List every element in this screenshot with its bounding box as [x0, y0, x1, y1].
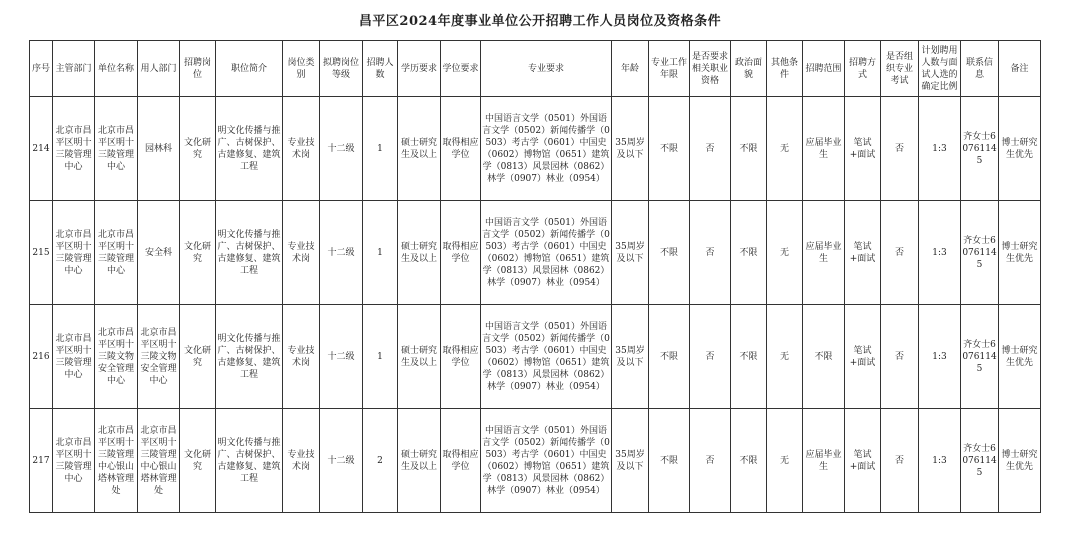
header-cell: 学历要求 [398, 41, 441, 97]
table-cell: 十二级 [320, 97, 363, 201]
table-cell: 明文化传播与推广、古树保护、古建修复、建筑工程 [216, 305, 283, 409]
header-cell: 序号 [30, 41, 53, 97]
table-cell: 不限 [649, 305, 690, 409]
table-cell: 否 [881, 409, 919, 513]
header-cell: 拟聘岗位等级 [320, 41, 363, 97]
table-cell: 齐女士60761145 [961, 97, 999, 201]
table-cell: 否 [690, 201, 731, 305]
header-cell: 联系信息 [961, 41, 999, 97]
header-cell: 专业要求 [481, 41, 612, 97]
header-cell: 备注 [999, 41, 1041, 97]
table-cell: 中国语言文学（0501）外国语言文学（0502）新闻传播学（0503）考古学（0601）中国史（0602）博物馆（0651）建筑学（0813）风景园林（0862）林学（0907）林业（0954） [481, 305, 612, 409]
table-cell: 十二级 [320, 409, 363, 513]
table-cell: 明文化传播与推广、古树保护、古建修复、建筑工程 [216, 409, 283, 513]
table-row [30, 97, 1041, 201]
table-cell: 博士研究生优先 [999, 305, 1041, 409]
table-cell: 1 [363, 201, 398, 305]
table-cell: 北京市昌平区明十三陵管理中心 [95, 201, 138, 305]
table-cell: 专业技术岗 [283, 201, 320, 305]
table-cell: 无 [767, 409, 803, 513]
table-cell: 笔试+面试 [845, 97, 881, 201]
table-cell: 博士研究生优先 [999, 409, 1041, 513]
table-cell: 应届毕业生 [803, 409, 845, 513]
table-cell: 中国语言文学（0501）外国语言文学（0502）新闻传播学（0503）考古学（0601）中国史（0602）博物馆（0651）建筑学（0813）风景园林（0862）林学（0907）林业（0954） [481, 409, 612, 513]
table-cell: 齐女士60761145 [961, 201, 999, 305]
table-cell: 硕士研究生及以上 [398, 201, 441, 305]
table-cell: 216 [30, 305, 53, 409]
table-cell: 北京市昌平区明十三陵文物安全管理中心 [138, 305, 180, 409]
table-cell: 35周岁及以下 [612, 201, 649, 305]
table-cell: 无 [767, 97, 803, 201]
table-cell: 否 [690, 409, 731, 513]
table-cell: 北京市昌平区明十三陵管理中心 [53, 201, 95, 305]
table-cell: 笔试+面试 [845, 305, 881, 409]
table-cell: 35周岁及以下 [612, 305, 649, 409]
table-cell: 无 [767, 201, 803, 305]
table-row [30, 409, 1041, 513]
table-cell: 不限 [731, 305, 767, 409]
table-cell: 217 [30, 409, 53, 513]
header-cell: 专业工作年限 [649, 41, 690, 97]
table-cell: 2 [363, 409, 398, 513]
header-cell: 招聘岗位 [180, 41, 216, 97]
table-cell: 不限 [803, 305, 845, 409]
table-cell: 不限 [731, 97, 767, 201]
table-cell: 十二级 [320, 201, 363, 305]
table-cell: 取得相应学位 [441, 201, 481, 305]
table-cell: 否 [690, 97, 731, 201]
table-row [30, 201, 1041, 305]
job-table [29, 40, 1041, 513]
table-cell: 十二级 [320, 305, 363, 409]
table-cell: 否 [881, 97, 919, 201]
table-cell: 明文化传播与推广、古树保护、古建修复、建筑工程 [216, 97, 283, 201]
table-cell: 齐女士60761145 [961, 305, 999, 409]
table-cell: 专业技术岗 [283, 305, 320, 409]
header-cell: 职位简介 [216, 41, 283, 97]
table-cell: 文化研究 [180, 409, 216, 513]
table-cell: 明文化传播与推广、古树保护、古建修复、建筑工程 [216, 201, 283, 305]
table-cell: 文化研究 [180, 97, 216, 201]
table-cell: 否 [690, 305, 731, 409]
table-cell: 硕士研究生及以上 [398, 409, 441, 513]
header-cell: 招聘范围 [803, 41, 845, 97]
table-cell: 应届毕业生 [803, 97, 845, 201]
table-cell: 1:3 [919, 201, 961, 305]
table-cell: 专业技术岗 [283, 97, 320, 201]
table-cell: 硕士研究生及以上 [398, 97, 441, 201]
table-cell: 1:3 [919, 409, 961, 513]
table-cell: 文化研究 [180, 201, 216, 305]
table-cell: 取得相应学位 [441, 409, 481, 513]
table-cell: 1 [363, 305, 398, 409]
table-cell: 不限 [731, 409, 767, 513]
table-cell: 无 [767, 305, 803, 409]
table-cell: 博士研究生优先 [999, 97, 1041, 201]
table-cell: 专业技术岗 [283, 409, 320, 513]
table-cell: 北京市昌平区明十三陵管理中心银山塔林管理处 [95, 409, 138, 513]
table-cell: 北京市昌平区明十三陵管理中心 [53, 409, 95, 513]
header-cell: 是否组织专业考试 [881, 41, 919, 97]
table-cell: 不限 [731, 201, 767, 305]
table-cell: 215 [30, 201, 53, 305]
table-cell: 中国语言文学（0501）外国语言文学（0502）新闻传播学（0503）考古学（0601）中国史（0602）博物馆（0651）建筑学（0813）风景园林（0862）林学（0907）林业（0954） [481, 97, 612, 201]
header-cell: 其他条件 [767, 41, 803, 97]
header-cell: 用人部门 [138, 41, 180, 97]
table-cell: 否 [881, 201, 919, 305]
table-cell: 1:3 [919, 97, 961, 201]
page-title: 昌平区2024年度事业单位公开招聘工作人员岗位及资格条件 [358, 14, 722, 29]
table-cell: 北京市昌平区明十三陵管理中心 [53, 305, 95, 409]
header-cell: 招聘方式 [845, 41, 881, 97]
table-cell: 中国语言文学（0501）外国语言文学（0502）新闻传播学（0503）考古学（0601）中国史（0602）博物馆（0651）建筑学（0813）风景园林（0862）林学（0907）林业（0954） [481, 201, 612, 305]
table-cell: 1:3 [919, 305, 961, 409]
table-cell: 否 [881, 305, 919, 409]
table-cell: 北京市昌平区明十三陵文物安全管理中心 [95, 305, 138, 409]
header-cell: 学位要求 [441, 41, 481, 97]
table-cell: 北京市昌平区明十三陵管理中心 [53, 97, 95, 201]
header-cell: 计划聘用人数与面试人选的确定比例 [919, 41, 961, 97]
table-cell: 齐女士60761145 [961, 409, 999, 513]
table-cell: 不限 [649, 97, 690, 201]
table-cell: 硕士研究生及以上 [398, 305, 441, 409]
header-row [30, 41, 1041, 97]
table-cell: 1 [363, 97, 398, 201]
table-cell: 文化研究 [180, 305, 216, 409]
table-cell: 35周岁及以下 [612, 97, 649, 201]
table-cell: 应届毕业生 [803, 201, 845, 305]
table-cell: 35周岁及以下 [612, 409, 649, 513]
table-cell: 园林科 [138, 97, 180, 201]
table-row [30, 305, 1041, 409]
header-cell: 是否要求相关职业资格 [690, 41, 731, 97]
table-cell: 不限 [649, 201, 690, 305]
table-cell: 博士研究生优先 [999, 201, 1041, 305]
table-cell: 笔试+面试 [845, 201, 881, 305]
table-cell: 笔试+面试 [845, 409, 881, 513]
table-cell: 取得相应学位 [441, 305, 481, 409]
header-cell: 岗位类别 [283, 41, 320, 97]
table-cell: 取得相应学位 [441, 97, 481, 201]
table-cell: 北京市昌平区明十三陵管理中心 [95, 97, 138, 201]
table-cell: 214 [30, 97, 53, 201]
table-cell: 安全科 [138, 201, 180, 305]
header-cell: 招聘人数 [363, 41, 398, 97]
header-cell: 年龄 [612, 41, 649, 97]
header-cell: 单位名称 [95, 41, 138, 97]
header-cell: 主管部门 [53, 41, 95, 97]
header-cell: 政治面貌 [731, 41, 767, 97]
table-cell: 不限 [649, 409, 690, 513]
table-cell: 北京市昌平区明十三陵管理中心银山塔林管理处 [138, 409, 180, 513]
